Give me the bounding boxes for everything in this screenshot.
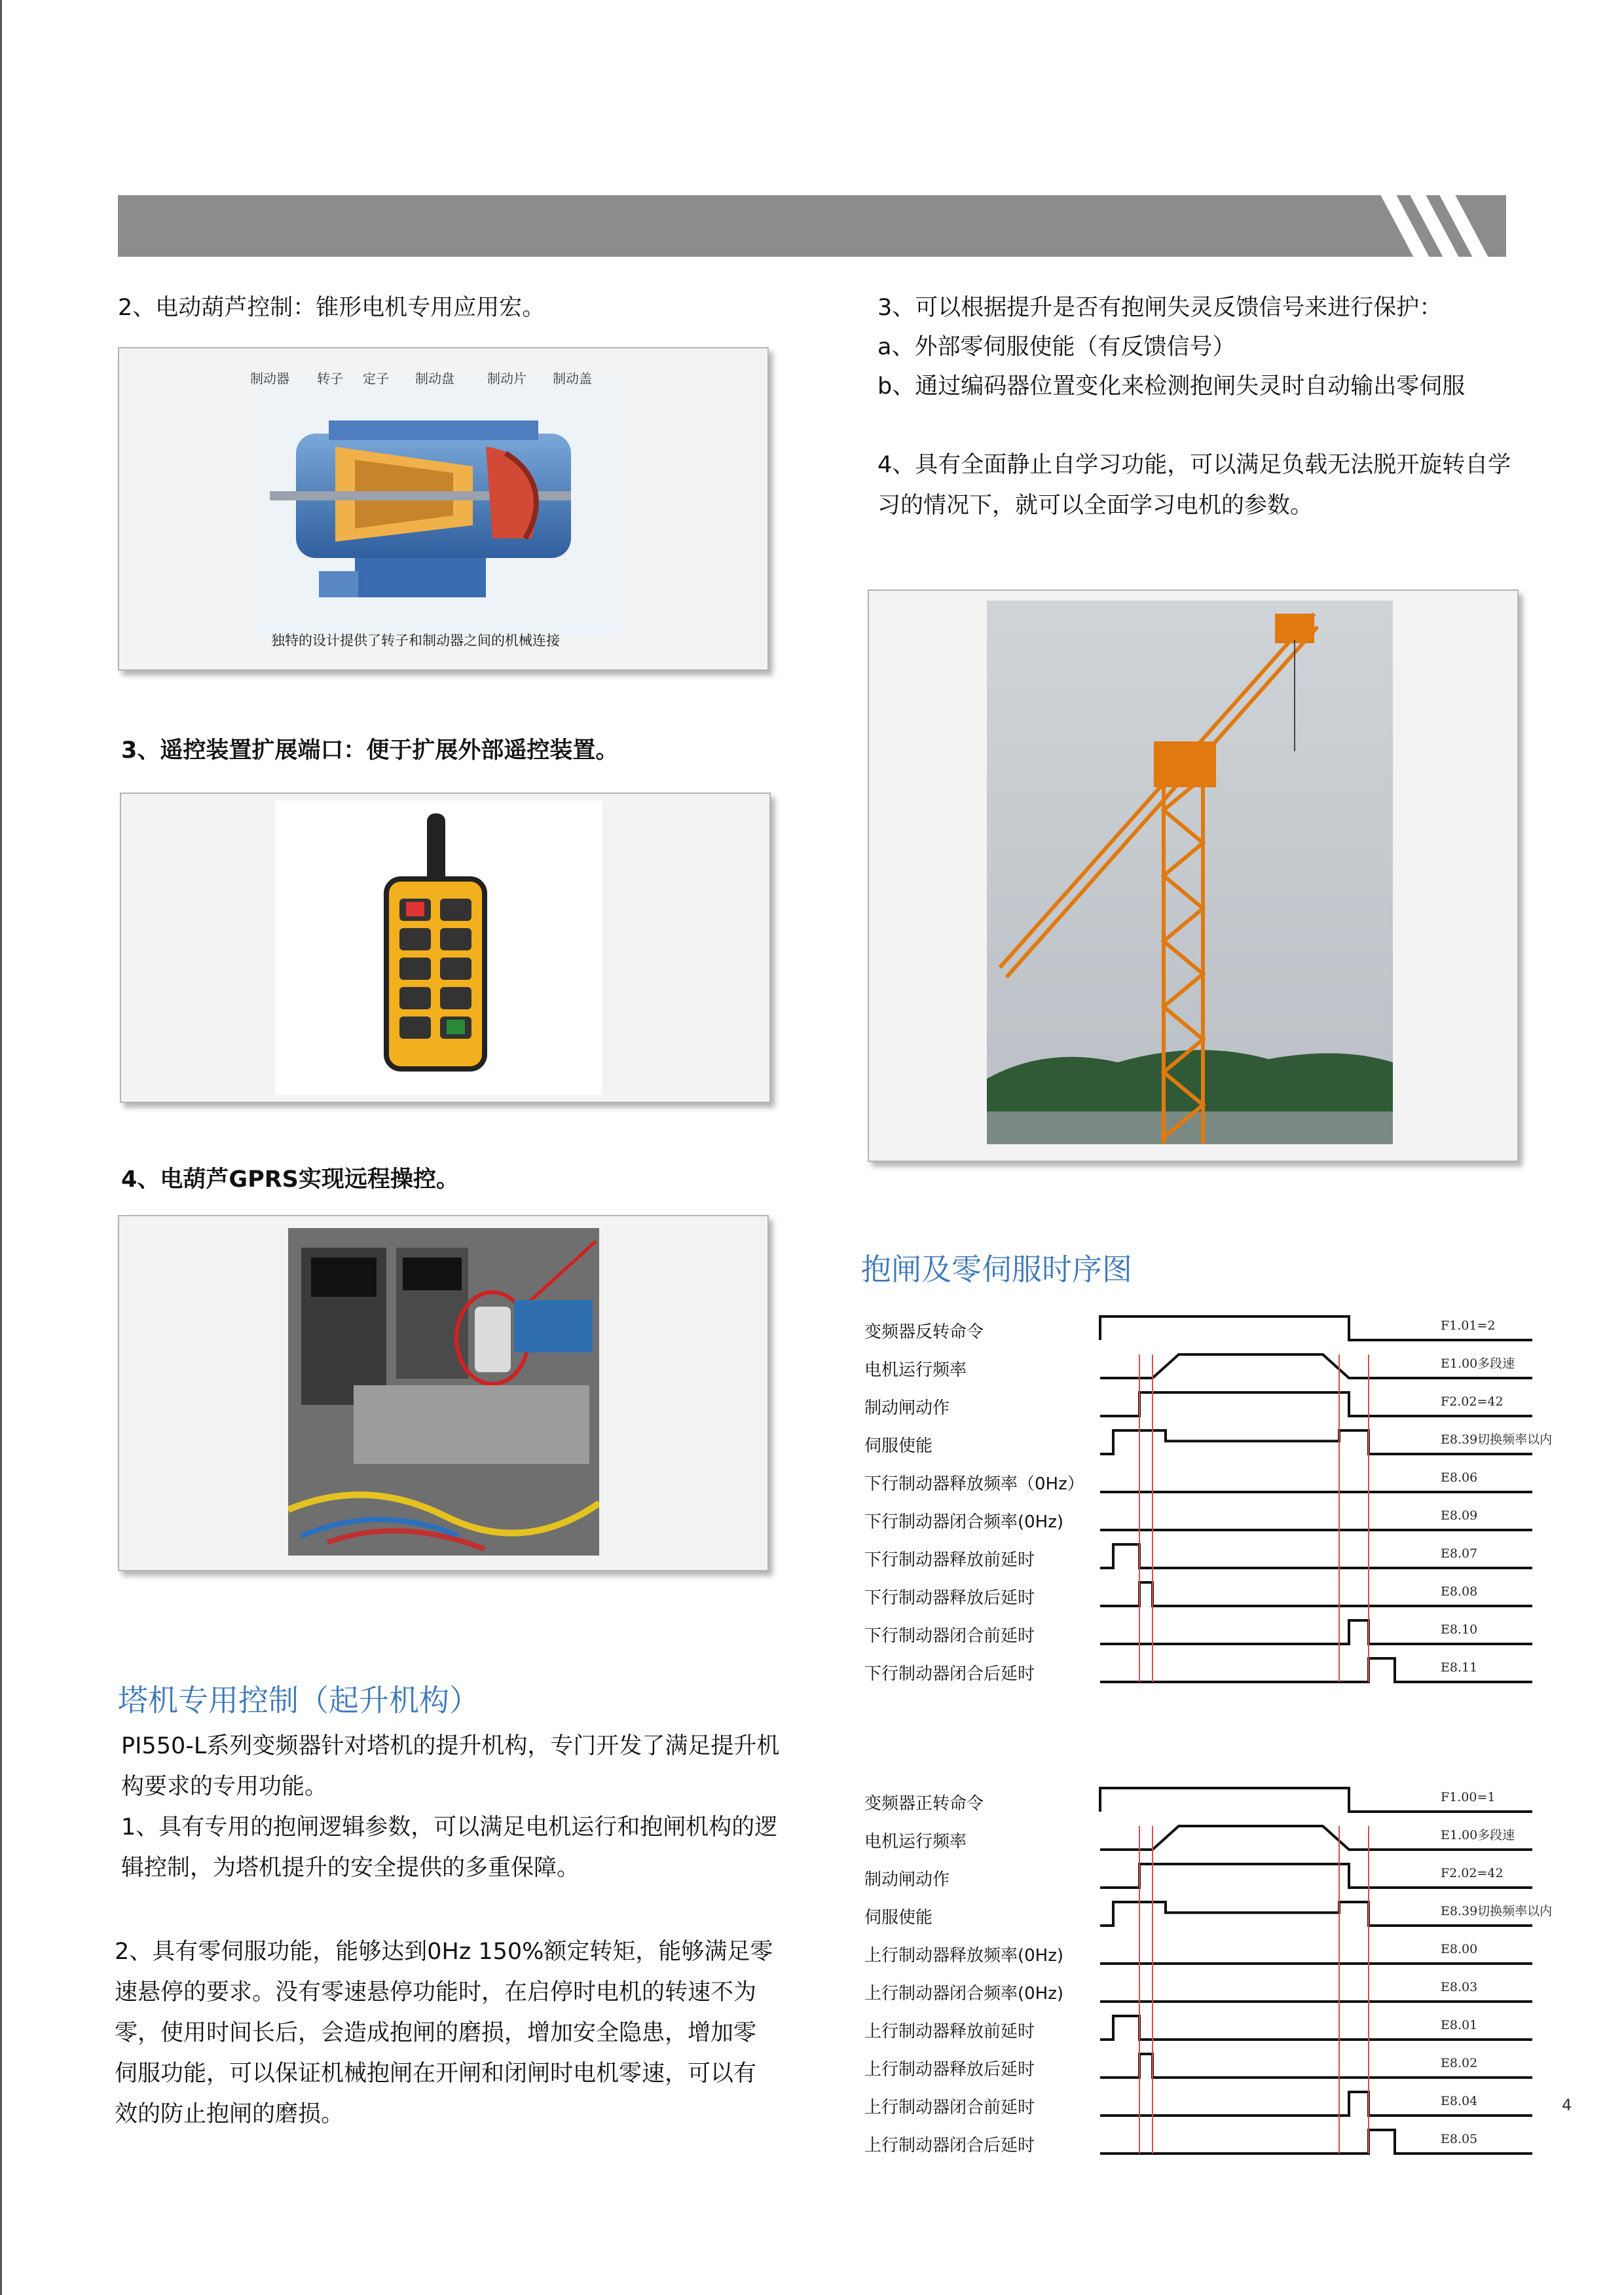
- remote-figure-frame: [120, 793, 771, 1103]
- signal-label: 变频器反转命令: [864, 1322, 984, 1342]
- intro-line-1: PI550-L系列变频器针对塔机的提升机构，专门开发了满足提升机: [121, 1733, 780, 1759]
- intro-line-2: 构要求的专用功能。: [121, 1774, 328, 1800]
- control-cabinet-image: [288, 1228, 599, 1556]
- left-item4-text: 4、电葫芦GPRS实现远程操控。: [121, 1166, 459, 1193]
- signal-label: 上行制动器释放频率(0Hz): [864, 1946, 1064, 1966]
- signal-parameter-ref: E1.00多段速: [1441, 1828, 1515, 1842]
- signal-label: 下行制动器闭合频率(0Hz): [864, 1512, 1064, 1532]
- signal-label: 变频器正转命令: [864, 1794, 984, 1814]
- signal-label: 电机运行频率: [864, 1832, 967, 1852]
- signal-parameter-ref: F1.01=2: [1441, 1318, 1496, 1333]
- signal-label: 上行制动器闭合频率(0Hz): [864, 1984, 1064, 2004]
- signal-label: 伺服使能: [864, 1908, 933, 1928]
- timing-diagram-1: [851, 1297, 1572, 1703]
- signal-parameter-ref: E8.05: [1441, 2132, 1478, 2146]
- signal-parameter-ref: F1.00=1: [1441, 1790, 1496, 1804]
- signal-parameter-ref: E8.06: [1441, 1470, 1478, 1485]
- timing-diagram-2: [851, 1768, 1572, 2174]
- right-item4-line-1: 4、具有全面静止自学习功能，可以满足负载无法脱开旋转自学: [877, 452, 1511, 478]
- timing-chart-title: 抱闸及零伺服时序图: [861, 1252, 1132, 1287]
- motor-label-brake-pad: 制动片: [487, 371, 526, 386]
- signal-label: 下行制动器释放频率（0Hz）: [864, 1474, 1084, 1494]
- motor-label-rotor: 转子: [317, 371, 343, 386]
- header-bar: [118, 195, 1506, 257]
- motor-label-stator: 定子: [363, 371, 389, 386]
- signal-parameter-ref: E8.09: [1441, 1508, 1478, 1523]
- signal-parameter-ref: E8.08: [1441, 1584, 1478, 1599]
- signal-label: 制动闸动作: [864, 1870, 950, 1890]
- point2-line-3: 零，使用时间长后，会造成抱闸的磨损，增加安全隐患，增加零: [115, 2020, 757, 2046]
- point2-line-1: 2、具有零伺服功能，能够达到0Hz 150%额定转矩，能够满足零: [115, 1939, 773, 1965]
- timing-diagram-2-svg: [851, 1768, 1572, 2174]
- motor-label-brake: 制动器: [250, 371, 289, 386]
- crane-figure-frame: [868, 589, 1519, 1162]
- signal-parameter-ref: E8.11: [1441, 1660, 1478, 1675]
- signal-label: 上行制动器闭合后延时: [864, 2136, 1035, 2155]
- tower-crane-image: [987, 601, 1393, 1144]
- right-item4-line-2: 习的情况下，就可以全面学习电机的参数。: [877, 493, 1314, 519]
- motor-caption: 独特的设计提供了转子和制动器之间的机械连接: [271, 633, 560, 648]
- page-number: 4: [1562, 2096, 1572, 2114]
- signal-label: 电机运行频率: [864, 1360, 967, 1380]
- signal-parameter-ref: E8.39切换频率以内: [1441, 1904, 1553, 1918]
- point2-line-4: 伺服功能，可以保证机械抱闸在开闸和闭闸时电机零速，可以有: [115, 2061, 757, 2087]
- signal-parameter-ref: E8.04: [1441, 2094, 1478, 2108]
- remote-control-image: [275, 800, 602, 1095]
- right-item3a-text: a、外部零伺服使能（有反馈信号）: [877, 334, 1236, 360]
- signal-label: 伺服使能: [864, 1436, 933, 1456]
- signal-label: 上行制动器释放前延时: [864, 2022, 1035, 2042]
- signal-parameter-ref: E8.10: [1441, 1622, 1478, 1637]
- right-item3-text: 3、可以根据提升是否有抱闸失灵反馈信号来进行保护：: [877, 295, 1443, 321]
- gprs-figure-frame: [118, 1215, 769, 1571]
- signal-label: 上行制动器闭合前延时: [864, 2098, 1035, 2118]
- point2-line-2: 速悬停的要求。没有零速悬停功能时，在启停时电机的转速不为: [115, 1979, 757, 2006]
- signal-label: 下行制动器释放后延时: [864, 1588, 1035, 1608]
- signal-parameter-ref: E8.00: [1441, 1942, 1478, 1956]
- point1-line-2: 辑控制，为塔机提升的安全提供的多重保障。: [121, 1855, 580, 1881]
- left-item2-text: 2、电动葫芦控制：锥形电机专用应用宏。: [118, 295, 545, 321]
- motor-label-brake-disc: 制动盘: [415, 371, 454, 386]
- section-title: 塔机专用控制（起升机构）: [118, 1683, 479, 1718]
- motor-cutaway-image: [257, 375, 623, 637]
- left-item3-text: 3、遥控装置扩展端口：便于扩展外部遥控装置。: [121, 737, 619, 764]
- signal-label: 下行制动器闭合前延时: [864, 1626, 1035, 1646]
- signal-parameter-ref: E1.00多段速: [1441, 1356, 1515, 1371]
- point2-line-5: 效的防止抱闸的磨损。: [115, 2101, 344, 2127]
- motor-label-brake-cover: 制动盖: [553, 371, 592, 386]
- signal-label: 制动闸动作: [864, 1398, 950, 1418]
- signal-parameter-ref: E8.07: [1441, 1546, 1478, 1561]
- right-item3b-text: b、通过编码器位置变化来检测抱闸失灵时自动输出零伺服: [877, 373, 1466, 400]
- timing-diagram-1-svg: [851, 1297, 1572, 1703]
- page-edge-line: [0, 0, 2, 2295]
- signal-parameter-ref: F2.02=42: [1441, 1866, 1504, 1880]
- signal-parameter-ref: E8.01: [1441, 2018, 1478, 2032]
- signal-parameter-ref: E8.03: [1441, 1980, 1478, 1994]
- signal-label: 下行制动器释放前延时: [864, 1550, 1035, 1570]
- motor-figure-frame: [118, 347, 769, 671]
- signal-label: 上行制动器释放后延时: [864, 2060, 1035, 2080]
- signal-parameter-ref: E8.39切换频率以内: [1441, 1432, 1553, 1447]
- point1-line-1: 1、具有专用的抱闸逻辑参数，可以满足电机运行和抱闸机构的逻: [121, 1814, 778, 1840]
- signal-parameter-ref: F2.02=42: [1441, 1394, 1504, 1409]
- signal-parameter-ref: E8.02: [1441, 2056, 1478, 2070]
- signal-label: 下行制动器闭合后延时: [864, 1664, 1035, 1684]
